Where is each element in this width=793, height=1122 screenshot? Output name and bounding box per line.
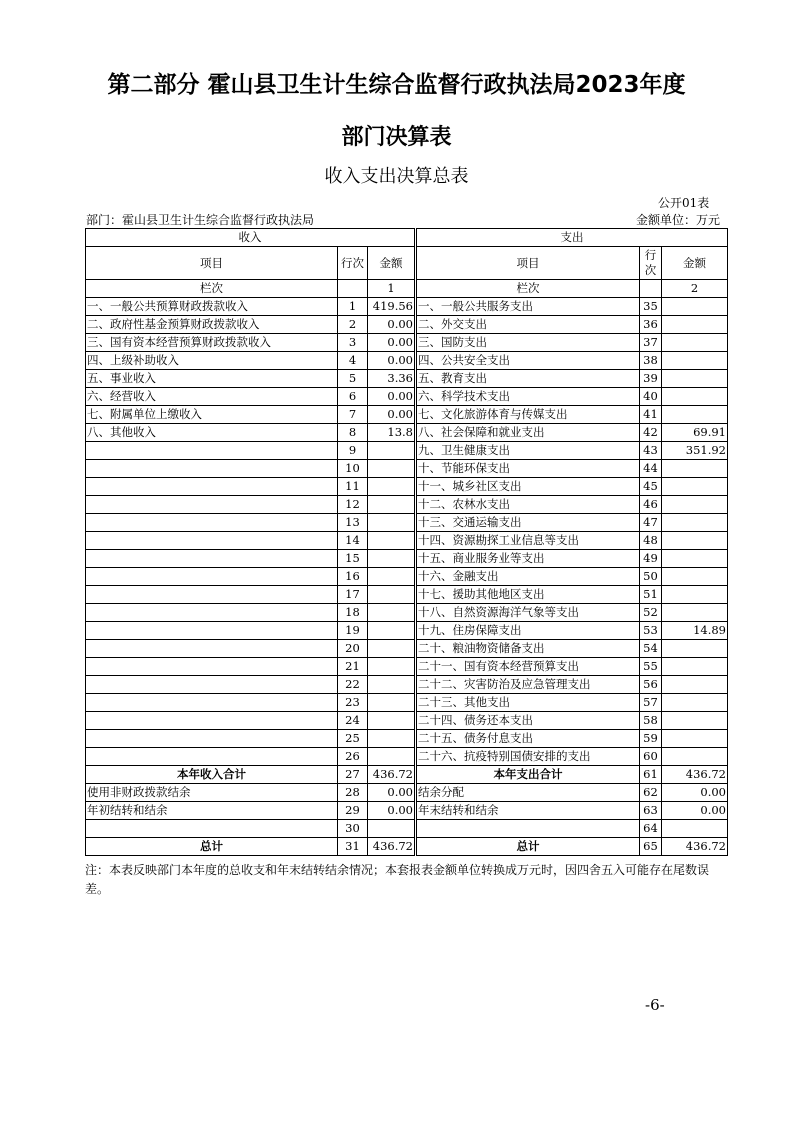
expense-item — [416, 820, 640, 838]
income-item — [86, 712, 338, 730]
income-amount: 419.56 — [368, 298, 416, 316]
income-item — [86, 460, 338, 478]
income-amount: 0.00 — [368, 352, 416, 370]
income-item: 八、其他收入 — [86, 424, 338, 442]
income-row-number: 1 — [338, 298, 368, 316]
income-expense-table — [85, 228, 728, 856]
income-item: 三、国有资本经营预算财政拨款收入 — [86, 334, 338, 352]
expense-row-number: 48 — [640, 532, 662, 550]
income-amount — [368, 676, 416, 694]
expense-item: 本年支出合计 — [416, 766, 640, 784]
income-row-number: 23 — [338, 694, 368, 712]
expense-item: 十二、农林水支出 — [416, 496, 640, 514]
table-row — [86, 496, 728, 514]
expense-amount — [662, 586, 728, 604]
income-amount — [368, 658, 416, 676]
expense-row-number: 40 — [640, 388, 662, 406]
income-amount — [368, 532, 416, 550]
income-row-number: 17 — [338, 586, 368, 604]
expense-row-number: 46 — [640, 496, 662, 514]
table-row — [86, 352, 728, 370]
expense-item: 二十五、债务付息支出 — [416, 730, 640, 748]
table-row — [86, 658, 728, 676]
income-item — [86, 442, 338, 460]
expense-item: 十三、交通运输支出 — [416, 514, 640, 532]
table-row — [86, 478, 728, 496]
income-row-number: 28 — [338, 784, 368, 802]
expense-row-number: 43 — [640, 442, 662, 460]
income-amount — [368, 586, 416, 604]
expense-row-number: 55 — [640, 658, 662, 676]
income-amount — [368, 820, 416, 838]
income-amount — [368, 460, 416, 478]
expense-item: 十一、城乡社区支出 — [416, 478, 640, 496]
income-item: 年初结转和结余 — [86, 802, 338, 820]
table-row — [86, 604, 728, 622]
table-title: 收入支出决算总表 — [324, 166, 469, 187]
expense-amount — [662, 550, 728, 568]
expense-item: 十、节能环保支出 — [416, 460, 640, 478]
expense-rowno-header: 行次 — [640, 247, 662, 280]
income-row-number: 5 — [338, 370, 368, 388]
income-row-number: 10 — [338, 460, 368, 478]
income-amount: 3.36 — [368, 370, 416, 388]
table-row — [86, 586, 728, 604]
expense-item: 二十六、抗疫特别国债安排的支出 — [416, 748, 640, 766]
table-row — [86, 550, 728, 568]
unit-label: 金额单位：万元 — [636, 213, 721, 227]
expense-item: 一、一般公共服务支出 — [416, 298, 640, 316]
expense-item: 六、科学技术支出 — [416, 388, 640, 406]
table-row — [86, 712, 728, 730]
column-number-row — [86, 280, 728, 298]
expense-item: 十八、自然资源海洋气象等支出 — [416, 604, 640, 622]
income-row-number: 26 — [338, 748, 368, 766]
expense-amount — [662, 532, 728, 550]
table-row — [86, 424, 728, 442]
expense-item: 五、教育支出 — [416, 370, 640, 388]
expense-row-number: 58 — [640, 712, 662, 730]
expense-row-number: 64 — [640, 820, 662, 838]
grand-total-row — [86, 838, 728, 856]
income-amount — [368, 622, 416, 640]
income-amount — [368, 514, 416, 532]
expense-row-number: 51 — [640, 586, 662, 604]
income-header: 收入 — [86, 229, 416, 247]
expense-row-number: 42 — [640, 424, 662, 442]
expense-item: 十九、住房保障支出 — [416, 622, 640, 640]
expense-row-number: 56 — [640, 676, 662, 694]
income-item: 四、上级补助收入 — [86, 352, 338, 370]
expense-row-number: 41 — [640, 406, 662, 424]
empty-cell — [640, 280, 662, 298]
income-row-number: 13 — [338, 514, 368, 532]
expense-item: 七、文化旅游体育与传媒支出 — [416, 406, 640, 424]
expense-row-number: 59 — [640, 730, 662, 748]
income-item — [86, 550, 338, 568]
empty-cell — [338, 280, 368, 298]
income-row-number: 18 — [338, 604, 368, 622]
income-row-number: 19 — [338, 622, 368, 640]
income-amount — [368, 712, 416, 730]
income-item: 六、经营收入 — [86, 388, 338, 406]
income-amount — [368, 748, 416, 766]
expense-amount — [662, 352, 728, 370]
income-item — [86, 568, 338, 586]
page-number: -6- — [645, 996, 665, 1014]
expense-row-number: 35 — [640, 298, 662, 316]
income-amount: 0.00 — [368, 316, 416, 334]
table-row — [86, 730, 728, 748]
expense-amount — [662, 496, 728, 514]
income-col-label: 栏次 — [86, 280, 338, 298]
table-row — [86, 406, 728, 424]
income-amount — [368, 550, 416, 568]
income-item: 五、事业收入 — [86, 370, 338, 388]
income-amount — [368, 496, 416, 514]
expense-col-number: 2 — [662, 280, 728, 298]
income-row-number: 25 — [338, 730, 368, 748]
expense-item: 二十一、国有资本经营预算支出 — [416, 658, 640, 676]
income-amount: 0.00 — [368, 388, 416, 406]
expense-row-number: 38 — [640, 352, 662, 370]
header-row-columns — [86, 247, 728, 280]
expense-item: 结余分配 — [416, 784, 640, 802]
income-amount: 0.00 — [368, 802, 416, 820]
income-amount — [368, 640, 416, 658]
expense-item: 四、公共安全支出 — [416, 352, 640, 370]
table-row — [86, 442, 728, 460]
table-row — [86, 622, 728, 640]
expense-item: 十七、援助其他地区支出 — [416, 586, 640, 604]
income-row-number: 14 — [338, 532, 368, 550]
income-row-number: 21 — [338, 658, 368, 676]
report-title-line2: 部门决算表 — [341, 125, 452, 150]
expense-amount: 0.00 — [662, 784, 728, 802]
expense-row-number: 36 — [640, 316, 662, 334]
expense-item: 八、社会保障和就业支出 — [416, 424, 640, 442]
income-item: 使用非财政拨款结余 — [86, 784, 338, 802]
expense-amount: 351.92 — [662, 442, 728, 460]
income-row-number: 6 — [338, 388, 368, 406]
income-row-number: 27 — [338, 766, 368, 784]
expense-amount — [662, 820, 728, 838]
expense-row-number: 57 — [640, 694, 662, 712]
table-row — [86, 640, 728, 658]
expense-amount: 0.00 — [662, 802, 728, 820]
expense-amount-header: 金额 — [662, 247, 728, 280]
expense-amount — [662, 694, 728, 712]
expense-amount — [662, 514, 728, 532]
income-row-number: 15 — [338, 550, 368, 568]
table-row — [86, 568, 728, 586]
income-row-number: 31 — [338, 838, 368, 856]
expense-amount — [662, 388, 728, 406]
table-row — [86, 370, 728, 388]
income-item — [86, 496, 338, 514]
expense-row-number: 44 — [640, 460, 662, 478]
expense-item: 十四、资源勘探工业信息等支出 — [416, 532, 640, 550]
income-row-number: 4 — [338, 352, 368, 370]
expense-amount — [662, 370, 728, 388]
expense-item-header: 项目 — [416, 247, 640, 280]
department-label: 部门：霍山县卫生计生综合监督行政执法局 — [86, 213, 315, 227]
income-row-number: 11 — [338, 478, 368, 496]
expense-row-number: 61 — [640, 766, 662, 784]
expense-row-number: 49 — [640, 550, 662, 568]
annual-total-row — [86, 766, 728, 784]
income-row-number: 9 — [338, 442, 368, 460]
income-item — [86, 730, 338, 748]
income-amount — [368, 478, 416, 496]
income-item — [86, 604, 338, 622]
expense-row-number: 52 — [640, 604, 662, 622]
expense-item: 九、卫生健康支出 — [416, 442, 640, 460]
expense-row-number: 53 — [640, 622, 662, 640]
expense-item: 三、国防支出 — [416, 334, 640, 352]
expense-amount: 436.72 — [662, 838, 728, 856]
table-row — [86, 388, 728, 406]
report-title-line1: 第二部分 霍山县卫生计生综合监督行政执法局2023年度 — [107, 72, 686, 98]
income-amount: 0.00 — [368, 784, 416, 802]
income-rowno-header: 行次 — [338, 247, 368, 280]
income-item: 总计 — [86, 838, 338, 856]
expense-row-number: 45 — [640, 478, 662, 496]
table-row — [86, 298, 728, 316]
expense-amount: 69.91 — [662, 424, 728, 442]
expense-row-number: 37 — [640, 334, 662, 352]
expense-item: 年末结转和结余 — [416, 802, 640, 820]
income-amount: 436.72 — [368, 838, 416, 856]
expense-amount — [662, 334, 728, 352]
table-row — [86, 802, 728, 820]
expense-amount — [662, 460, 728, 478]
expense-amount — [662, 406, 728, 424]
income-item: 二、政府性基金预算财政拨款收入 — [86, 316, 338, 334]
expense-row-number: 39 — [640, 370, 662, 388]
expense-item: 十五、商业服务业等支出 — [416, 550, 640, 568]
income-item — [86, 532, 338, 550]
expense-item: 总计 — [416, 838, 640, 856]
income-amount — [368, 604, 416, 622]
income-amount: 0.00 — [368, 406, 416, 424]
expense-row-number: 54 — [640, 640, 662, 658]
income-row-number: 3 — [338, 334, 368, 352]
form-code: 公开01表 — [658, 196, 710, 210]
expense-header: 支出 — [416, 229, 728, 247]
income-item: 一、一般公共预算财政拨款收入 — [86, 298, 338, 316]
expense-amount: 14.89 — [662, 622, 728, 640]
expense-amount — [662, 604, 728, 622]
expense-item: 二十三、其他支出 — [416, 694, 640, 712]
income-item — [86, 748, 338, 766]
expense-amount: 436.72 — [662, 766, 728, 784]
table-row — [86, 676, 728, 694]
income-item — [86, 676, 338, 694]
income-row-number: 30 — [338, 820, 368, 838]
income-amount — [368, 568, 416, 586]
income-amount — [368, 442, 416, 460]
expense-row-number: 60 — [640, 748, 662, 766]
table-row — [86, 784, 728, 802]
expense-row-number: 65 — [640, 838, 662, 856]
income-row-number: 7 — [338, 406, 368, 424]
expense-item: 二十四、债务还本支出 — [416, 712, 640, 730]
table-row — [86, 334, 728, 352]
expense-item: 二十、粮油物资储备支出 — [416, 640, 640, 658]
table-row — [86, 820, 728, 838]
income-amount: 13.8 — [368, 424, 416, 442]
income-amount — [368, 730, 416, 748]
expense-col-label: 栏次 — [416, 280, 640, 298]
table-row — [86, 460, 728, 478]
income-item — [86, 694, 338, 712]
table-row — [86, 316, 728, 334]
income-item — [86, 622, 338, 640]
income-item — [86, 640, 338, 658]
expense-item: 二十二、灾害防治及应急管理支出 — [416, 676, 640, 694]
expense-amount — [662, 568, 728, 586]
income-item — [86, 586, 338, 604]
expense-amount — [662, 712, 728, 730]
income-item: 七、附属单位上缴收入 — [86, 406, 338, 424]
expense-row-number: 50 — [640, 568, 662, 586]
header-row-sections — [86, 229, 728, 247]
income-row-number: 20 — [338, 640, 368, 658]
income-item — [86, 820, 338, 838]
table-row — [86, 532, 728, 550]
expense-row-number: 62 — [640, 784, 662, 802]
income-amount-header: 金额 — [368, 247, 416, 280]
expense-amount — [662, 478, 728, 496]
expense-amount — [662, 676, 728, 694]
income-row-number: 8 — [338, 424, 368, 442]
expense-amount — [662, 298, 728, 316]
income-row-number: 24 — [338, 712, 368, 730]
income-item — [86, 658, 338, 676]
income-item-header: 项目 — [86, 247, 338, 280]
expense-amount — [662, 730, 728, 748]
expense-item: 十六、金融支出 — [416, 568, 640, 586]
income-row-number: 12 — [338, 496, 368, 514]
expense-item: 二、外交支出 — [416, 316, 640, 334]
income-item: 本年收入合计 — [86, 766, 338, 784]
income-row-number: 2 — [338, 316, 368, 334]
income-item — [86, 514, 338, 532]
expense-amount — [662, 658, 728, 676]
table-row — [86, 514, 728, 532]
table-row — [86, 748, 728, 766]
income-row-number: 29 — [338, 802, 368, 820]
income-row-number: 22 — [338, 676, 368, 694]
expense-amount — [662, 748, 728, 766]
income-col-number: 1 — [368, 280, 416, 298]
expense-row-number: 47 — [640, 514, 662, 532]
income-amount — [368, 694, 416, 712]
income-amount: 0.00 — [368, 334, 416, 352]
expense-amount — [662, 640, 728, 658]
footnote: 注：本表反映部门本年度的总收支和年末结转结余情况；本套报表金额单位转换成万元时，因四舍五入可能存在尾数误差。 — [85, 863, 710, 896]
expense-row-number: 63 — [640, 802, 662, 820]
income-row-number: 16 — [338, 568, 368, 586]
table-row — [86, 694, 728, 712]
income-item — [86, 478, 338, 496]
income-amount: 436.72 — [368, 766, 416, 784]
expense-amount — [662, 316, 728, 334]
